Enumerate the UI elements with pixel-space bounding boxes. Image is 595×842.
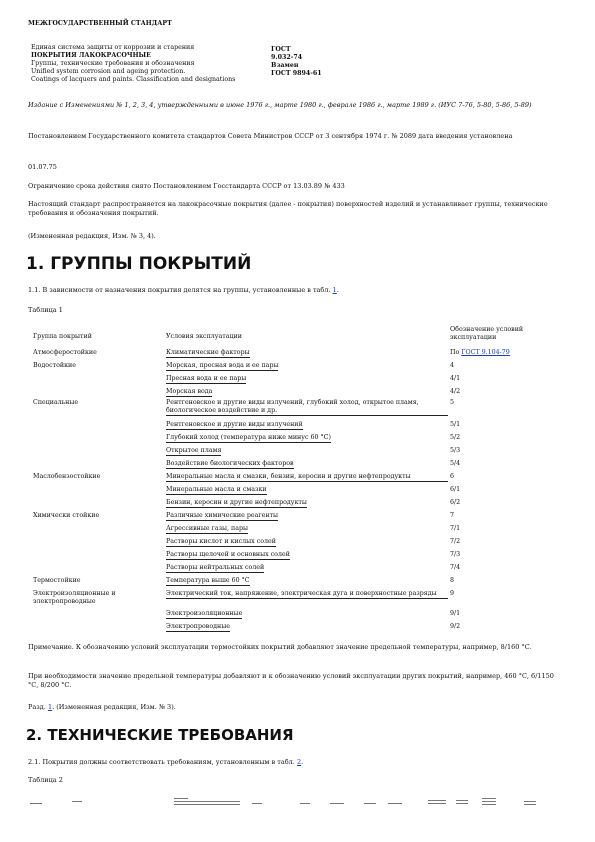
cell-condition: Рентгеновское и другие виды излучений, глубокий холод, открытое пламя, биологическое воздействие и др.: [166, 399, 448, 416]
cell-code-text: 9: [450, 590, 455, 597]
table-row: [0, 399, 595, 414]
table-2-rule: [174, 804, 240, 805]
col-header-code: Обозначение условий эксплуатации: [450, 326, 524, 341]
table-row: [0, 447, 595, 459]
title-line: Группы, технические требования и обозначения: [31, 60, 195, 67]
cell-condition: Рентгеновское и другие виды излучений: [166, 421, 303, 428]
cell-code: [450, 349, 510, 357]
table-1-note-extra: При необходимости значение предельной температуры добавляют и к обозначению условий эксплуатации других покрытий, например, 460 °С, 6/1150 °С, 8/200 °С.: [28, 672, 554, 689]
table-row: [0, 538, 595, 550]
table-row: [0, 512, 595, 524]
table-2-rule: [388, 803, 402, 804]
cell-condition: Минеральные масла и смазки, бензин, керосин и другие нефтепродукты: [166, 473, 448, 482]
table-row: [0, 590, 595, 605]
cell-condition: Морская вода: [166, 388, 213, 395]
paragraph-end: .: [336, 286, 339, 294]
section-2-paragraph: [28, 758, 303, 767]
effective-date: 01.07.75: [28, 163, 57, 171]
edition-note: Издание с Изменениями № 1, 2, 3, 4, утвержденными в июне 1976 г., марте 1980 г., феврале 1986 г., марте 1989 г. (ИУС 7-76, 5-80, 5-86, 5-89): [28, 101, 532, 109]
cell-condition: Растворы нейтральных солей: [166, 564, 265, 571]
cell-condition: Температура выше 60 °С: [166, 577, 250, 584]
cell-condition: Растворы щелочей и основных солей: [166, 551, 290, 558]
cell-code-text: 5/2: [450, 434, 461, 441]
table-2-rule: [174, 798, 188, 799]
cell-code-text: 4: [450, 362, 455, 369]
title-line: Единая система защиты от коррозии и старения: [31, 44, 195, 51]
table-2-rule: [330, 803, 344, 804]
cell-group: Специальные: [33, 399, 79, 406]
table-1-label: Таблица 1: [28, 306, 63, 314]
scope-amendment: (Измененная редакция, Изм. № 3, 4).: [28, 232, 156, 240]
table-row: [0, 349, 595, 361]
col-header-conditions: Условия эксплуатации: [166, 333, 242, 340]
table-row: [0, 375, 595, 387]
cell-code: [450, 538, 460, 546]
cell-code-text: 9/2: [450, 623, 461, 630]
cell-code: [450, 447, 460, 455]
cell-code: [450, 551, 460, 559]
table-2-rule: [456, 803, 468, 804]
cell-code: [450, 362, 454, 370]
cell-code-text: 7/2: [450, 538, 461, 545]
table-row: [0, 610, 595, 622]
cell-code-text: 5/4: [450, 460, 461, 467]
cell-group: Водостойкие: [33, 362, 76, 369]
table-2-rule: [482, 798, 496, 799]
table-2-rule: [72, 801, 82, 802]
cell-condition: Морская, пресная вода и ее пары: [166, 362, 279, 369]
gost-number: 9.032-74: [271, 54, 303, 61]
section-1-amendment: [28, 703, 176, 712]
cell-code: [450, 564, 460, 572]
cell-group: Электроизоляционные и электропроводные: [33, 590, 116, 605]
paragraph-text: 2.1. Покрытия должны соответствовать требованиям, установленным в табл.: [28, 758, 295, 766]
cell-code-text: 7/4: [450, 564, 461, 571]
amendment-suffix: . (Измененная редакция, Изм. № 3).: [52, 703, 176, 711]
scope-text: Настоящий стандарт распространяется на лакокрасочные покрытия (далее - покрытия) поверхностей изделий и устанавливает группы, технические требования и обозначения покрытий.: [28, 200, 548, 217]
cell-condition: Электроизоляционные: [166, 610, 243, 617]
table-2-rule: [482, 804, 496, 805]
cell-code-text: 7/3: [450, 551, 461, 558]
cell-group: Атмосферостойкие: [33, 349, 97, 356]
cell-code: [450, 434, 460, 442]
gost-block: [271, 46, 322, 78]
cell-condition: Различные химические реагенты: [166, 512, 279, 519]
table-1-note: Примечание. К обозначению условий эксплуатации термостойких покрытий добавляют значение предельной температуры, например, 8/160 °С.: [28, 643, 532, 651]
cell-code: [450, 421, 460, 429]
cell-code-text: 4/2: [450, 388, 461, 395]
table-2-rule: [456, 800, 468, 801]
section-1-title: 1. ГРУППЫ ПОКРЫТИЙ: [26, 254, 252, 274]
cell-code-text: 5: [450, 399, 455, 406]
decree-text: Постановлением Государственного комитета стандартов Совета Министров СССР от 3 сентября 1974 г. № 2089 дата введения установлена: [28, 132, 513, 140]
table-row: [0, 577, 595, 589]
cell-condition: Растворы кислот и кислых солей: [166, 538, 276, 545]
cell-code: [450, 610, 460, 618]
cell-group: Термостойкие: [33, 577, 81, 584]
table-row: [0, 623, 595, 635]
paragraph-end: .: [301, 758, 304, 766]
table-2-rule: [524, 801, 536, 802]
cell-group: Маслобензостойкие: [33, 473, 101, 480]
col-header-group: Группа покрытий: [33, 333, 92, 340]
cell-code: [450, 525, 460, 533]
section-1-paragraph: [28, 286, 339, 295]
table-row: [0, 434, 595, 446]
gost-replaces: Взамен: [271, 62, 299, 69]
cell-condition: Климатические факторы: [166, 349, 250, 356]
amendment-prefix: Разд.: [28, 703, 48, 711]
cell-group: Химически стойкие: [33, 512, 100, 519]
title-line: Coatings of lacquers and paints. Classification and designations: [31, 76, 236, 83]
cell-code: [450, 512, 454, 520]
cell-condition: Бензин, керосин и другие нефтепродукты: [166, 499, 307, 506]
cell-condition: Воздействие биологических факторов: [166, 460, 294, 467]
table-2-rule: [300, 803, 310, 804]
table-row: [0, 564, 595, 576]
cell-code-text: 5/1: [450, 421, 461, 428]
title-block: [31, 44, 271, 84]
section-1-link[interactable]: 1: [47, 703, 53, 711]
cell-code: [450, 460, 460, 468]
table-row: [0, 421, 595, 433]
cell-code: [450, 486, 460, 494]
gost-label: ГОСТ: [271, 46, 291, 53]
table-row: [0, 525, 595, 537]
table-row: [0, 551, 595, 563]
table-2-rule: [252, 803, 262, 804]
cell-code-text: 8: [450, 577, 455, 584]
table-2-rule: [428, 800, 446, 801]
cell-code: [450, 473, 454, 481]
cell-code-text: 6/1: [450, 486, 461, 493]
table-2-link[interactable]: 2: [296, 758, 302, 766]
table-2-rule: [482, 801, 496, 802]
restriction-text: Ограничение срока действия снято Постановлением Госстандарта СССР от 13.03.89 № 433: [28, 182, 345, 190]
cell-condition: Глубокий холод (температура ниже минус 60 °С): [166, 434, 331, 441]
cell-code: [450, 375, 460, 383]
cell-condition: Открытое пламя: [166, 447, 222, 454]
cell-code-text: 6: [450, 473, 455, 480]
cell-code: [450, 590, 454, 598]
gost-reference-link[interactable]: ГОСТ 9.104-79: [461, 349, 510, 356]
table-row: [0, 499, 595, 511]
cell-condition: Пресная вода и ее пары: [166, 375, 247, 382]
table-1-link[interactable]: 1: [332, 286, 337, 294]
table-row: [0, 460, 595, 472]
gost-old-number: ГОСТ 9894-61: [271, 70, 322, 77]
table-2-rule: [364, 803, 376, 804]
standard-header: МЕЖГОСУДАРСТВЕННЫЙ СТАНДАРТ: [28, 20, 172, 27]
cell-condition: Электропроводные: [166, 623, 230, 630]
cell-code-text: 7: [450, 512, 455, 519]
cell-code: [450, 577, 454, 585]
cell-code-text: По: [450, 349, 462, 356]
table-2-rule: [30, 803, 42, 804]
cell-code-text: 4/1: [450, 375, 461, 382]
cell-code: [450, 499, 460, 507]
cell-code-text: 7/1: [450, 525, 461, 532]
cell-code-text: 6/2: [450, 499, 461, 506]
table-row: [0, 362, 595, 374]
cell-condition: Агрессивные газы, пары: [166, 525, 249, 532]
section-2-title: 2. ТЕХНИЧЕСКИЕ ТРЕБОВАНИЯ: [26, 726, 294, 744]
table-2-rule: [428, 803, 446, 804]
cell-code-text: 9/1: [450, 610, 461, 617]
table-2-label: Таблица 2: [28, 776, 63, 784]
cell-code: [450, 388, 460, 396]
cell-code: [450, 623, 460, 631]
table-2-rule: [174, 801, 240, 802]
title-line-main: ПОКРЫТИЯ ЛАКОКРАСОЧНЫЕ: [31, 52, 151, 59]
cell-condition: Электрический ток, напряжение, электрическая дуга и поверхностные разряды: [166, 590, 448, 599]
table-2-rule: [524, 804, 536, 805]
paragraph-text: 1.1. В зависимости от назначения покрытия делятся на группы, установленные в табл.: [28, 286, 331, 294]
title-line: Unified system corrosion and ageing protection.: [31, 68, 186, 75]
cell-code: [450, 399, 454, 407]
cell-code-text: 5/3: [450, 447, 461, 454]
table-row: [0, 473, 595, 485]
cell-condition: Минеральные масла и смазки: [166, 486, 267, 493]
table-row: [0, 486, 595, 498]
